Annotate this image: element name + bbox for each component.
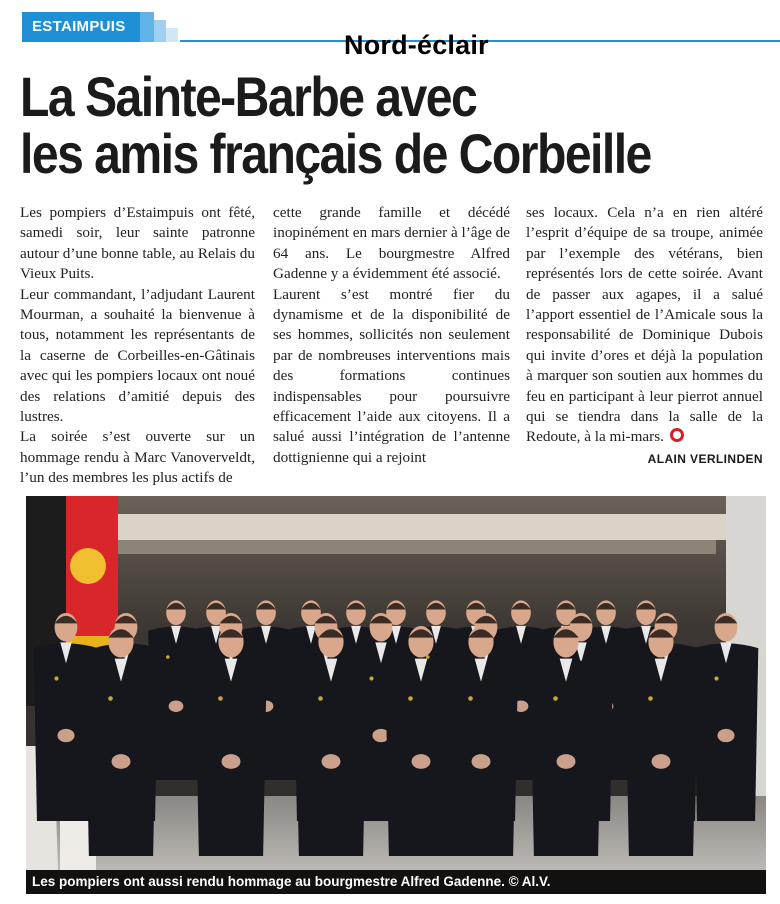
group-photo-illustration xyxy=(26,496,766,870)
publication-name: Nord-éclair xyxy=(344,30,489,60)
section-tag-decoration xyxy=(140,12,182,42)
byline: ALAIN VERLINDEN xyxy=(647,452,763,466)
paragraph: ses locaux. Cela n’a en rien altéré l’esprit d’équipe de sa troupe, animée par l’exemple des vétérans, bien représentés lors de cette soirée. Avant de passer aux agapes, il a salué l’apport essentiel de l’Amicale sous la responsabilité de Dominique Dubois qui invite d’ores et déjà la population à marquer son soutien aux hommes du feu en participant à leur pierrot annuel qui se tiendra dans la salle de la Redoute, à la mi-mars. xyxy=(526,204,763,446)
headline-line-2: les amis français de Corbeille xyxy=(20,122,651,185)
group-photo xyxy=(26,496,766,870)
article-column-3 xyxy=(526,203,763,448)
article-column-2 xyxy=(273,203,510,468)
paragraph-with-end-mark xyxy=(526,203,763,448)
paragraph: cette grande famille et décédé inopinément en mars dernier à l’âge de 64 ans. Le bourgmestre Alfred Gadenne y a évidemment été associé. xyxy=(273,204,510,283)
section-label: ESTAIMPUIS xyxy=(22,12,140,42)
article-column-1 xyxy=(20,203,255,489)
end-of-article-icon xyxy=(670,428,684,442)
paragraph: Les pompiers d’Estaimpuis ont fêté, samedi soir, leur sainte patronne autour d’une bonne table, au Relais du Vieux Puits. xyxy=(20,204,255,283)
paragraph: La soirée s’est ouverte sur un hommage rendu à Marc Vanoverveldt, l’un des membres les plus actifs de xyxy=(20,428,255,487)
headline-line-1: La Sainte-Barbe avec xyxy=(20,65,477,128)
photo-caption: Les pompiers ont aussi rendu hommage au bourgmestre Alfred Gadenne. © Al.V. xyxy=(26,870,766,894)
paragraph: Leur commandant, l’adjudant Laurent Mourman, a souhaité la bienvenue à tous, notamment les représentants de la caserne de Corbeilles-en-Gâtinais avec qui les pompiers locaux ont noué des relations d’amitié depuis des lustres. xyxy=(20,285,255,426)
article-headline xyxy=(20,65,674,185)
paragraph: Laurent s’est montré fier du dynamisme et de la disponibilité de ses hommes, sollicités non seulement par de nombreuses interventions mais des formations continues indispensables pour poursuivre efficacement l’aide aux citoyens. Il a salué aussi l’intégration de l’antenne dottignienne qui a rejoint xyxy=(273,285,510,466)
